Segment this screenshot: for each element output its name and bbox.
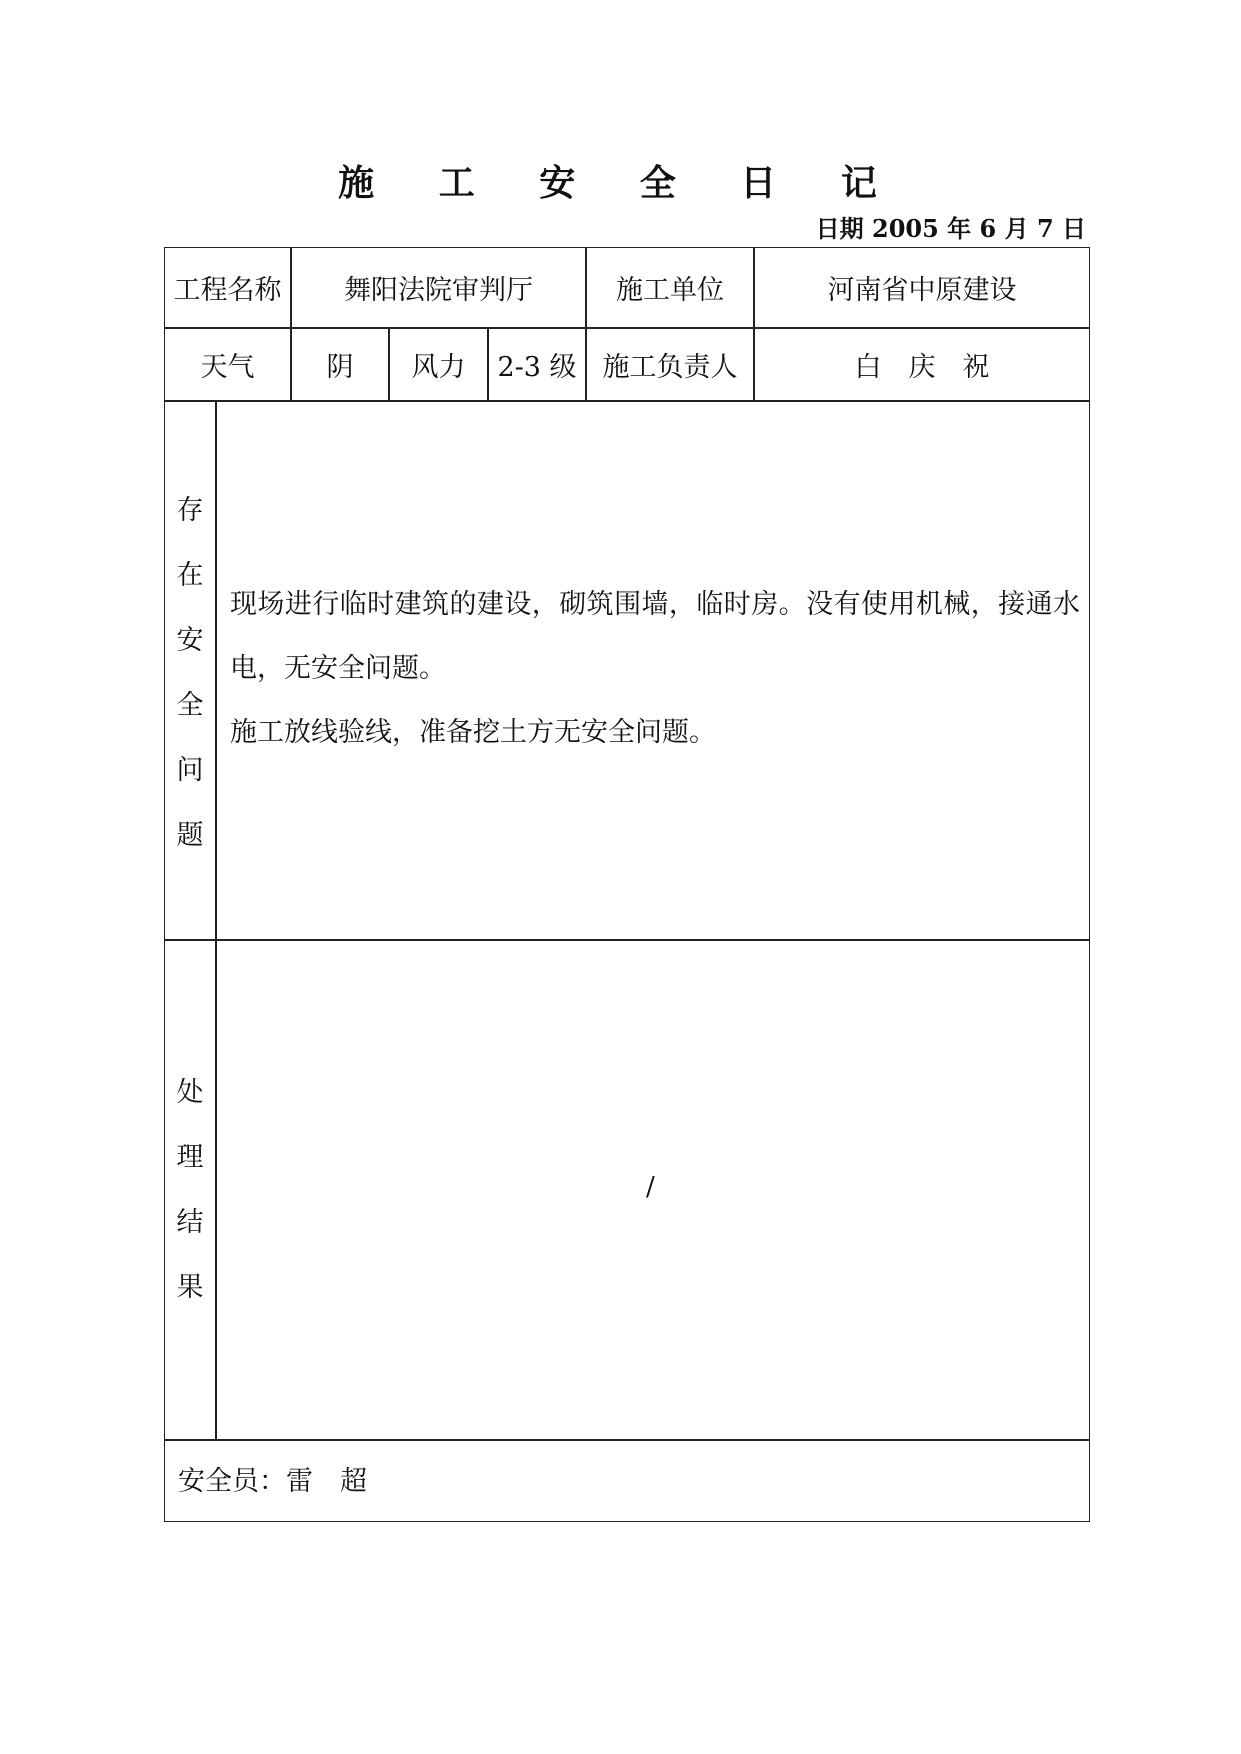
result-label-char: 理 — [176, 1142, 204, 1173]
row-divider-4 — [164, 1439, 1090, 1441]
project-name-label: 工程名称 — [173, 275, 282, 306]
issues-paragraph: 施工放线验线，准备挖土方无安全问题。 — [230, 717, 716, 748]
row-divider-2 — [164, 400, 1090, 402]
wind-label: 风力 — [411, 352, 466, 383]
issues-paragraph: 现场进行临时建筑的建设，砌筑围墙，临时房。没有使用机械，接通水电，无安全问题。 — [230, 589, 1080, 684]
project-name-value: 舞阳法院审判厅 — [344, 275, 533, 306]
weather-value: 阴 — [326, 352, 354, 383]
issues-label — [165, 478, 215, 868]
issues-label-char: 安 — [176, 625, 204, 656]
issues-label-char: 问 — [176, 755, 204, 786]
construction-leader-label: 施工负责人 — [602, 352, 738, 383]
issues-content — [230, 573, 1080, 765]
safety-diary-table — [164, 247, 1090, 1522]
weather-label: 天气 — [200, 352, 255, 383]
issues-label-char: 存 — [176, 495, 204, 526]
issues-label-char: 在 — [176, 560, 204, 591]
row-divider-3 — [164, 939, 1090, 941]
issues-label-char: 题 — [176, 820, 204, 851]
page-title: 施 工 安 全 日 记 — [338, 162, 903, 204]
result-value: / — [646, 1172, 655, 1202]
construction-unit-label: 施工单位 — [616, 275, 724, 306]
issues-label-char: 全 — [176, 690, 204, 721]
construction-leader-value: 白 庆 祝 — [854, 352, 990, 383]
result-label-char: 结 — [176, 1207, 204, 1238]
safety-officer: 安全员：雷 超 — [178, 1466, 367, 1497]
result-label-char: 果 — [176, 1272, 204, 1303]
result-label — [165, 1060, 215, 1320]
wind-value: 2-3 级 — [497, 352, 577, 383]
result-label-char: 处 — [176, 1077, 204, 1108]
label-column-divider — [215, 400, 217, 1440]
construction-unit-value: 河南省中原建设 — [827, 275, 1017, 306]
date-label: 日期 2005 年 6 月 7 日 — [815, 214, 1086, 243]
